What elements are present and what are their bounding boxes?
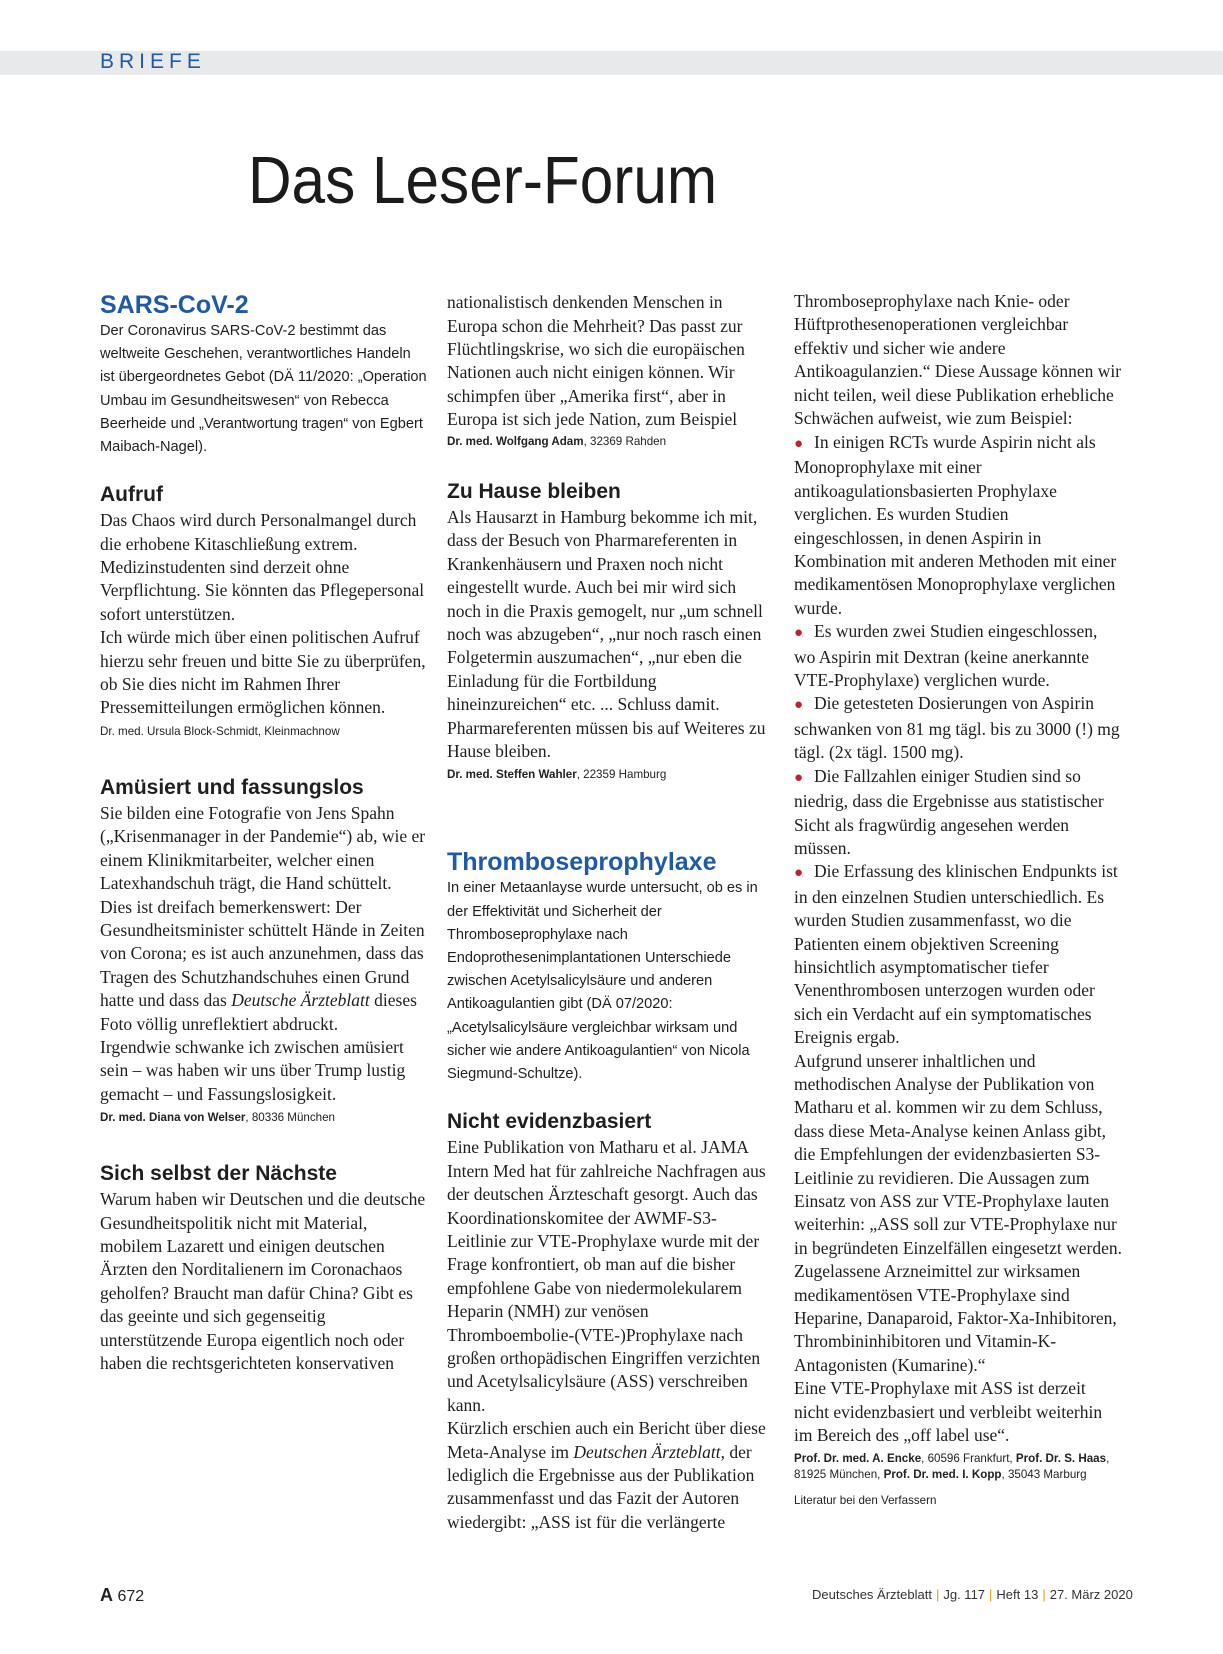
literature-note: Literatur bei den Verfassern <box>794 1494 937 1508</box>
letter-paragraph: Thromboseprophylaxe nach Knie- oder Hüftprothesenoperationen vergleichbar effektiv und sicher wie andere Antikoagulanzien.“ Diese Aussage können wir nicht teilen, weil diese Publikation erhebliche Schwächen aufweist, wie zum Beispiel: <box>794 291 1122 429</box>
journal-volume: Jg. 117 <box>943 1587 986 1602</box>
letter-signature: Dr. med. Ursula Block-Schmidt, Kleinmachnow <box>100 724 340 738</box>
letter-paragraph: Medizinstudenten sind derzeit ohne Verpflichtung. Sie könnten das Pflegepersonal sofort unterstützen. <box>100 557 425 624</box>
letter-paragraph: Irgendwie schwanke ich zwischen amüsiert sein – was haben wir uns über Trump lustig gemacht – und Fassungslosigkeit. <box>100 1036 406 1104</box>
bullet-icon: ● <box>794 697 804 714</box>
topic-intro-sars: Der Coronavirus SARS-CoV-2 bestimmt das weltweite Geschehen, verantwortliches Handeln ist übergeordnetes Gebot (DÄ 11/2020: „Operation Umbau im Gesundheitswesen“ von Rebecca Beerheide und „Verantwortung tragen“ von Egbert Maibach-Nagel). <box>100 323 427 456</box>
journal-issue: Heft 13 <box>996 1587 1039 1602</box>
journal-name: Deutsches Ärzteblatt <box>812 1587 932 1602</box>
topic-heading-thrombo: Thromboseprophylaxe <box>447 848 717 877</box>
bullet-item: ● In einigen RCTs wurde Aspirin nicht als Monoprophylaxe mit einer antikoagulationsbasierten Prophylaxe verglichen. Es wurden Studien eingeschlossen, in denen Aspirin in Kombination mit anderen Methoden mit einer medikamentösen Monoprophylaxe verglichen wurde. <box>794 432 1117 618</box>
letter-paragraph: Ich würde mich über einen politischen Aufruf hierzu sehr freuen und bitte Sie zu überprüfen, ob Sie dies nicht im Rahmen Ihrer Pressemitteilungen ermöglichen können. <box>100 627 426 718</box>
page-number: A 672 <box>100 1585 145 1605</box>
topic-heading-sars: SARS-CoV-2 <box>100 291 249 319</box>
letter-continuation <box>794 290 1122 431</box>
bullet-icon: ● <box>794 865 804 882</box>
letter-paragraph: Kürzlich erschien auch ein Bericht über diese Meta-Analyse im Deutschen Ärzteblatt, der lediglich die Ergebnisse aus der Publikation zusammenfasst und das Fazit der Autoren wiedergibt: „ASS ist für die verlängerte <box>447 1418 766 1532</box>
page-title: Das Leser-Forum <box>248 143 718 218</box>
journal-footer: Deutsches Ärzteblatt | Jg. 117 | Heft 13 | 27. März 2020 <box>812 1587 1133 1602</box>
column-2 <box>447 290 774 1534</box>
column-3 <box>794 290 1122 1509</box>
bullet-item: ● Die Erfassung des klinischen Endpunkts ist in den einzelnen Studien unterschiedlich. Es wurden Studien zusammenfasst, wo die Patienten einem objektiven Screening hinsichtlich asymptomatischer tiefer Venenthrombosen unterzogen wurden oder sich ein Verdacht auf ein symptomatisches Ereignis ergab. <box>794 861 1118 1048</box>
journal-date: 27. März 2020 <box>1049 1587 1133 1602</box>
section-label: BRIEFE <box>100 50 206 73</box>
letter-paragraph: Das Chaos wird durch Personalmangel durch die erhobene Kitaschließung extrem. <box>100 510 417 554</box>
journal-name-italic: Deutsche Ärzteblatt <box>231 990 370 1011</box>
journal-name-italic: Deutschen Ärzteblatt <box>573 1441 721 1462</box>
letter-continuation <box>447 290 774 430</box>
letter-heading-aufruf: Aufruf <box>100 483 163 507</box>
letter-heading-evidenz: Nicht evidenzbasiert <box>447 1110 652 1134</box>
bullet-item: ● Es wurden zwei Studien eingeschlossen, wo Aspirin mit Dextran (keine anerkannte VTE-Prophylaxe) verglichen wurde. <box>794 621 1098 691</box>
letter-paragraph: Aufgrund unserer inhaltlichen und methodischen Analyse der Publikation von Matharu et al. kommen wir zu dem Schluss, dass diese Meta-Analyse keinen Anlass gibt, die Empfehlungen der evidenzbasierten S3-Leitlinie zu revidieren. Die Aussagen zum Einsatz von ASS zur VTE-Prophylaxe lauten weiterhin: „ASS soll zur VTE-Prophylaxe nur in begründeten Einzelfällen eingesetzt werden. Zugelassene Arzneimittel zur wirksamen medikamentösen VTE-Prophylaxe sind Heparine, Danaparoid, Faktor-Xa-Inhibitoren, Thrombininhibitoren und Vitamin-K-Antagonisten (Kumarine).“ <box>794 1050 1122 1375</box>
bullet-item: ● Die Fallzahlen einiger Studien sind so niedrig, dass die Ergebnisse aus statistischer Sicht als fragwürdig angesehen werden müssen. <box>794 765 1104 858</box>
letter-paragraph: nationalistisch denkenden Menschen in Europa schon die Mehrheit? Das passt zur Flüchtlingskrise, wo sich die europäischen Nationen auch nicht einigen können. Wir schimpfen über „Amerika first“, aber in Europa ist sich jede Nation, zum Beispiel <box>447 292 745 430</box>
letter-signature: Dr. med. Steffen Wahler, 22359 Hamburg <box>447 768 667 782</box>
bullet-icon: ● <box>794 436 804 452</box>
letter-heading-zu-hause: Zu Hause bleiben <box>447 480 621 503</box>
letter-paragraph: Warum haben wir Deutschen und die deutsche Gesundheitspolitik nicht mit Material, mobilem Lazarett und einigen deutschen Ärzten den Norditalienern im Coronachaos geholfen? Braucht man dafür China? Gibt es das geeinte und sich gegenseitig unterstützende Europa eigentlich noch oder haben die rechtsgerichteten konservativen <box>100 1189 426 1373</box>
letter-heading-naechste: Sich selbst der Nächste <box>100 1162 337 1186</box>
bullet-item: ● Die getesteten Dosierungen von Aspirin schwanken von 81 mg tägl. bis zu 3000 (!) mg tägl. (2x tägl. 1500 mg). <box>794 693 1120 763</box>
letter-signature: Dr. med. Wolfgang Adam, 32369 Rahden <box>447 435 667 448</box>
letter-signature: Dr. med. Diana von Welser, 80336 München <box>100 1111 336 1125</box>
topic-intro-thrombo: In einer Metaanlayse wurde untersucht, ob es in der Effektivität und Sicherheit der Thromboseprophylaxe nach Endoprothesenimplantationen Unterschiede zwischen Acetylsalicylsäure und anderen Antikoagulantien gibt (DÄ 07/2020: „Acetylsalicylsäure vergleichbar wirksam und sicher wie andere Antikoagulantien“ von Nicola Siegmund-Schultze). <box>447 880 758 1083</box>
letter-signature: Prof. Dr. med. A. Encke, 60596 Frankfurt, Prof. Dr. S. Haas, 81925 München, Prof. Dr. med. I. Kopp, 35043 Marburg <box>794 1452 1110 1482</box>
column-1 <box>100 290 428 1374</box>
letter-heading-amuesiert: Amüsiert und fassungslos <box>100 775 364 799</box>
letter-paragraph: Sie bilden eine Fotografie von Jens Spahn („Krisenmanager in der Pandemie“) ab, wie er einem Klinikmitarbeiter, welcher einen Latexhandschuh trägt, die Hand schüttelt. Dies ist dreifach bemerkenswert: Der Gesundheitsminister schüttelt Hände in Zeiten von Corona; es ist auch anzunehmen, dass das Tragen des Schutzhandschuhes einen Grund hatte und dass das Deutsche Ärzteblatt dieses Foto völlig unreflektiert abdruckt. <box>100 802 426 1034</box>
letter-paragraph: Als Hausarzt in Hamburg bekomme ich mit, dass der Besuch von Pharmareferenten in Krankenhäusern und Praxen noch nicht eingestellt wurde. Auch bei mir wird sich noch in die Praxis gemogelt, nur „um schnell noch was abzugeben“, „nur noch rasch einen Folgetermin auszumachen“, „nur eben die Einladung für die Fortbildung hineinzureichen“ etc. ... Schluss damit. Pharmareferenten müssen bis auf Weiteres zu Hause bleiben. <box>447 507 766 762</box>
bullet-icon: ● <box>794 769 804 786</box>
bullet-icon: ● <box>794 625 804 642</box>
letter-paragraph: Eine Publikation von Matharu et al. JAMA Intern Med hat für zahlreiche Nachfragen aus der deutschen Ärzteschaft gesorgt. Auch das Koordinationskomitee der AWMF-S3-Leitlinie zur VTE-Prophylaxe wurde mit der Frage konfrontiert, ob man auf die bisher empfohlene Gabe von niedermolekularem Heparin (NMH) zur venösen Thromboembolie-(VTE-)Prophylaxe nach großen orthopädischen Eingriffen verzichten und Acetylsalicylsäure (ASS) verschreiben kann. <box>447 1137 766 1415</box>
letter-paragraph: Eine VTE-Prophylaxe mit ASS ist derzeit nicht evidenzbasiert und verbleibt weiterhin im Bereich des „off label use“. <box>794 1378 1103 1446</box>
